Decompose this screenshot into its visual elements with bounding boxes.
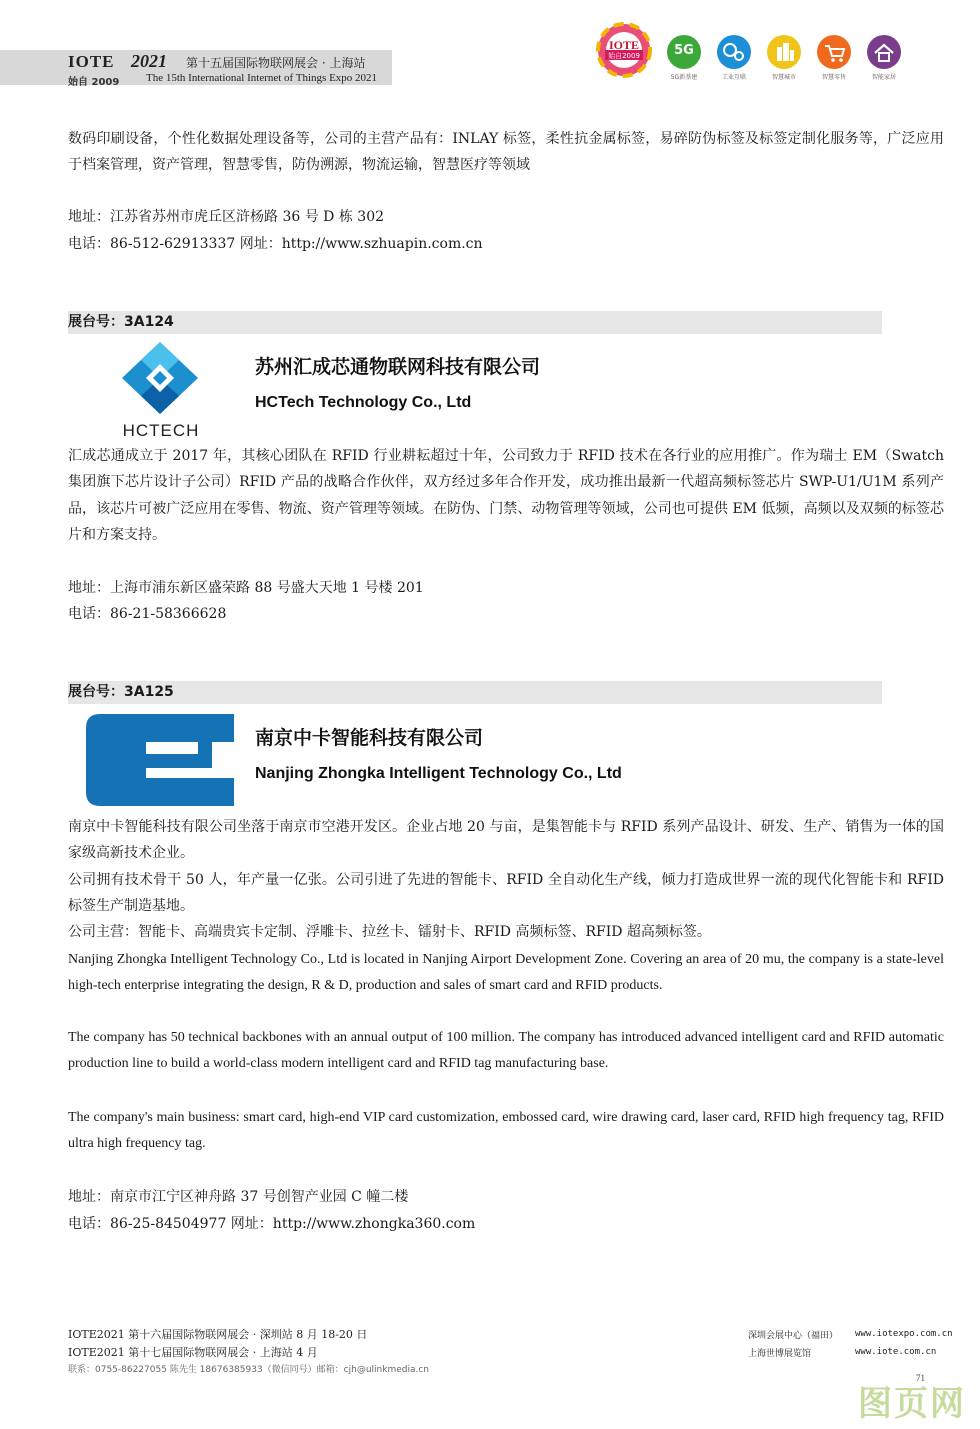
home-icon (867, 35, 901, 69)
zhongka-logo (86, 714, 234, 806)
booth-number: 展台号：3A124 (68, 314, 174, 330)
logo-sub: 始自2009 (608, 52, 640, 60)
header-title-en: The 15th International Internet of Things Expo 2021 (146, 72, 378, 84)
header-year: 2021 (131, 51, 167, 71)
booth-bar (68, 311, 882, 334)
hctech-logo-text: HCTECH (122, 421, 200, 440)
category-label: 智慧零售 (821, 74, 846, 81)
footer-url-shenzhen: www.iotexpo.com.cn (855, 1329, 953, 1339)
category-5g (667, 35, 709, 81)
footer-event-shenzhen: IOTE2021 第十六届国际物联网展会 · 深圳站 8 月 18-20 日 (68, 1328, 368, 1341)
footer-url-shanghai: www.iote.com.cn (855, 1347, 937, 1357)
5g-icon: 5G (667, 35, 701, 69)
iote-logo (596, 22, 652, 78)
footer-contact: 联系：0755-86227055 陈先生 18676385933（微信同号）邮箱：cjh@ulinkmedia.cn (68, 1365, 429, 1375)
footer-event-shanghai: IOTE2021 第十七届国际物联网展会 · 上海站 4 月 (68, 1346, 318, 1359)
intro-paragraph: 数码印刷设备，个性化数据处理设备等，公司的主营产品有：INLAY 标签，柔性抗金属标签，易碎防伪标签及标签定制化服务等，广泛应用于档案管理，资产管理，智慧零售，防伪溯源，物流运输，智慧医疗等领域 (68, 131, 944, 174)
footer-venue-shanghai: 上海世博展览馆 (748, 1349, 812, 1359)
company-phone: 电话：86-21-58366628 (68, 606, 227, 622)
page-number: 71 (916, 1373, 925, 1383)
company-address: 地址：南京市江宁区神舟路 37 号创智产业园 C 幢二楼 (68, 1189, 409, 1205)
intro-phone: 电话：86-512-62913337 网址：http://www.szhuapin.com.cn (68, 236, 483, 252)
category-label: 工业互联 (721, 74, 746, 81)
category-retail (817, 35, 859, 81)
header-title-cn: 第十五届国际物联网展会 · 上海站 (186, 56, 366, 70)
watermark: 图页网 (858, 1384, 966, 1424)
city-icon (767, 35, 801, 69)
company-name-en: HCTech Technology Co., Ltd (255, 394, 472, 411)
company-name-cn: 苏州汇成芯通物联网科技有限公司 (255, 356, 541, 378)
company-description-2: 公司拥有技术骨干 50 人，年产量一亿张。公司引进了先进的智能卡、RFID 全自动化生产线，倾力打造成世界一流的现代化智能卡和 RFID 标签生产制造基地。 (68, 872, 944, 915)
category-home (867, 35, 909, 81)
gears-icon (717, 35, 751, 69)
company-phone: 电话：86-25-84504977 网址：http://www.zhongka360.com (68, 1216, 476, 1232)
company-description-en-3: The company's main business: smart card, high-end VIP card customization, embossed card, wire drawing card, laser card, RFID high frequency tag, RFID ultra high frequency tag. (68, 1110, 944, 1152)
hctech-logo (120, 340, 200, 418)
company-description: 汇成芯通成立于 2017 年，其核心团队在 RFID 行业耕耘超过十年，公司致力于 RFID 技术在各行业的应用推广。作为瑞士 EM（Swatch 集团旗下芯片设计子公司）RFID 产品的战略合作伙伴，双方经过多年合作开发，成功推出最新一代超高频标签芯片 SWP-U1/U1M 系列产品，该芯片可被广泛应用在零售、物流、资产管理等领域。在防伪、门禁、动物管理等领域，公司也可提供 EM 低频，高频以及双频的标签芯片和方案支持。 (68, 448, 944, 543)
intro-address: 地址：江苏省苏州市虎丘区浒杨路 36 号 D 栋 302 (68, 209, 385, 225)
header-iote: IOTE (68, 52, 115, 71)
header-since: 始自 2009 (68, 77, 120, 88)
footer-venue-shenzhen: 深圳会展中心（福田） (748, 1331, 839, 1341)
company-description-1: 南京中卡智能科技有限公司坐落于南京市空港开发区。企业占地 20 与亩，是集智能卡与 RFID 系列产品设计、研发、生产、销售为一体的国家级高新技术企业。 (68, 819, 944, 862)
category-industrial (717, 35, 759, 81)
category-label: 智慧城市 (771, 74, 796, 81)
category-city (767, 35, 809, 81)
company-description-en-1: Nanjing Zhongka Intelligent Technology Co., Ltd is located in Nanjing Airport Development Zone. Covering an area of 20 mu, the company is a state-level high-tech enterprise integrating the design, R & D, production and sales of smart card and RFID products. (68, 952, 944, 994)
company-name-en: Nanjing Zhongka Intelligent Technology Co., Ltd (255, 765, 622, 782)
category-label: 5G新基建 (670, 74, 698, 81)
company-address: 地址：上海市浦东新区盛荣路 88 号盛大天地 1 号楼 201 (68, 580, 424, 596)
company-description-3: 公司主营：智能卡、高端贵宾卡定制、浮雕卡、拉丝卡、镭射卡、RFID 高频标签、RFID 超高频标签。 (68, 924, 711, 940)
company-name-cn: 南京中卡智能科技有限公司 (255, 727, 484, 749)
cart-icon (817, 35, 851, 69)
booth-bar (68, 681, 882, 704)
logo-text: IOTE (608, 38, 639, 52)
category-label: 智能家居 (871, 74, 896, 81)
booth-number: 展台号：3A125 (68, 684, 174, 700)
company-description-en-2: The company has 50 technical backbones with an annual output of 100 million. The company has introduced advanced intelligent card and RFID automatic production line to build a world-class modern intelligent card and RFID tag manufacturing base. (68, 1030, 944, 1072)
